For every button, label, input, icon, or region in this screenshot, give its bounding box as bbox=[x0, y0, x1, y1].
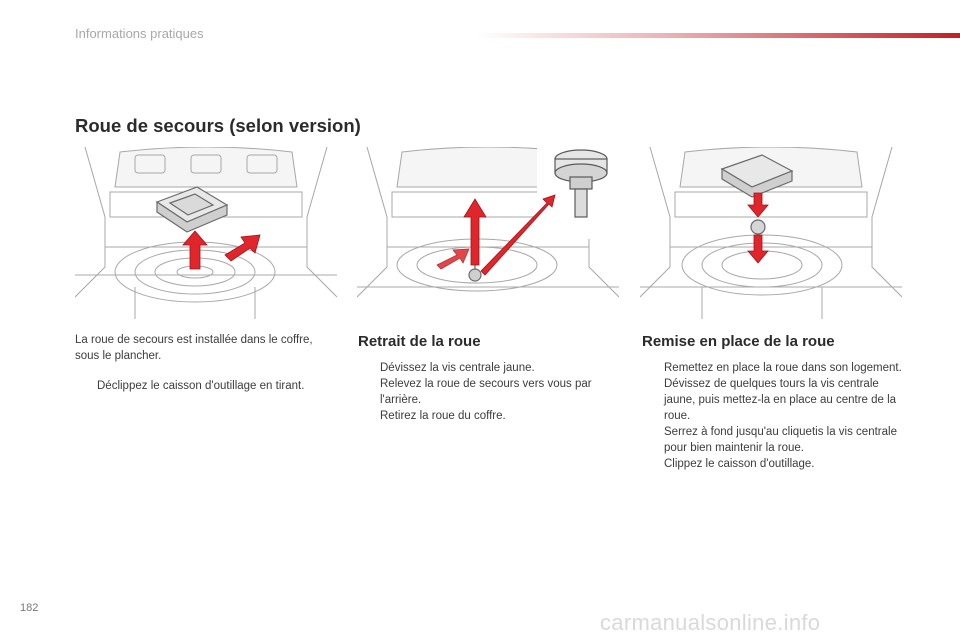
section-title: Roue de secours (selon version) bbox=[75, 115, 361, 136]
trunk-illustration-2 bbox=[357, 147, 619, 319]
list-item: Retirez la roue du coffre. bbox=[380, 410, 506, 422]
header-title: Informations pratiques bbox=[75, 26, 204, 41]
figure-toolbox-removal bbox=[75, 147, 337, 319]
list-item: Clippez le caisson d'outillage. bbox=[664, 458, 815, 470]
watermark: carmanualsonline.info bbox=[600, 610, 821, 635]
header-accent-bar bbox=[478, 33, 960, 38]
list-item: Dévissez la vis centrale jaune. bbox=[380, 362, 535, 374]
removal-list bbox=[358, 360, 618, 424]
removal-column bbox=[358, 333, 618, 424]
figure-wheel-removal bbox=[357, 147, 619, 319]
intro-list bbox=[75, 378, 337, 394]
list-item: Déclippez le caisson d'outillage en tirant. bbox=[97, 380, 305, 392]
list-item: Remettez en place la roue dans son logement. bbox=[664, 362, 902, 374]
removal-title: Retrait de la roue bbox=[358, 333, 481, 350]
refit-title: Remise en place de la roue bbox=[642, 333, 835, 350]
list-item: Relevez la roue de secours vers vous par l'arrière. bbox=[380, 378, 592, 406]
page-number: 182 bbox=[20, 602, 39, 614]
list-item: Serrez à fond jusqu'au cliquetis la vis centrale pour bien maintenir la roue. bbox=[664, 426, 897, 454]
trunk-illustration-3 bbox=[640, 147, 902, 319]
refit-list bbox=[642, 360, 904, 472]
figure-wheel-refit bbox=[640, 147, 902, 319]
intro-column bbox=[75, 332, 337, 394]
refit-column bbox=[642, 333, 904, 472]
trunk-illustration-1 bbox=[75, 147, 337, 319]
list-item: Dévissez de quelques tours la vis centrale jaune, puis mettez-la en place au centre de la roue. bbox=[664, 378, 897, 422]
intro-text: La roue de secours est installée dans le coffre, sous le plancher. bbox=[75, 334, 313, 362]
